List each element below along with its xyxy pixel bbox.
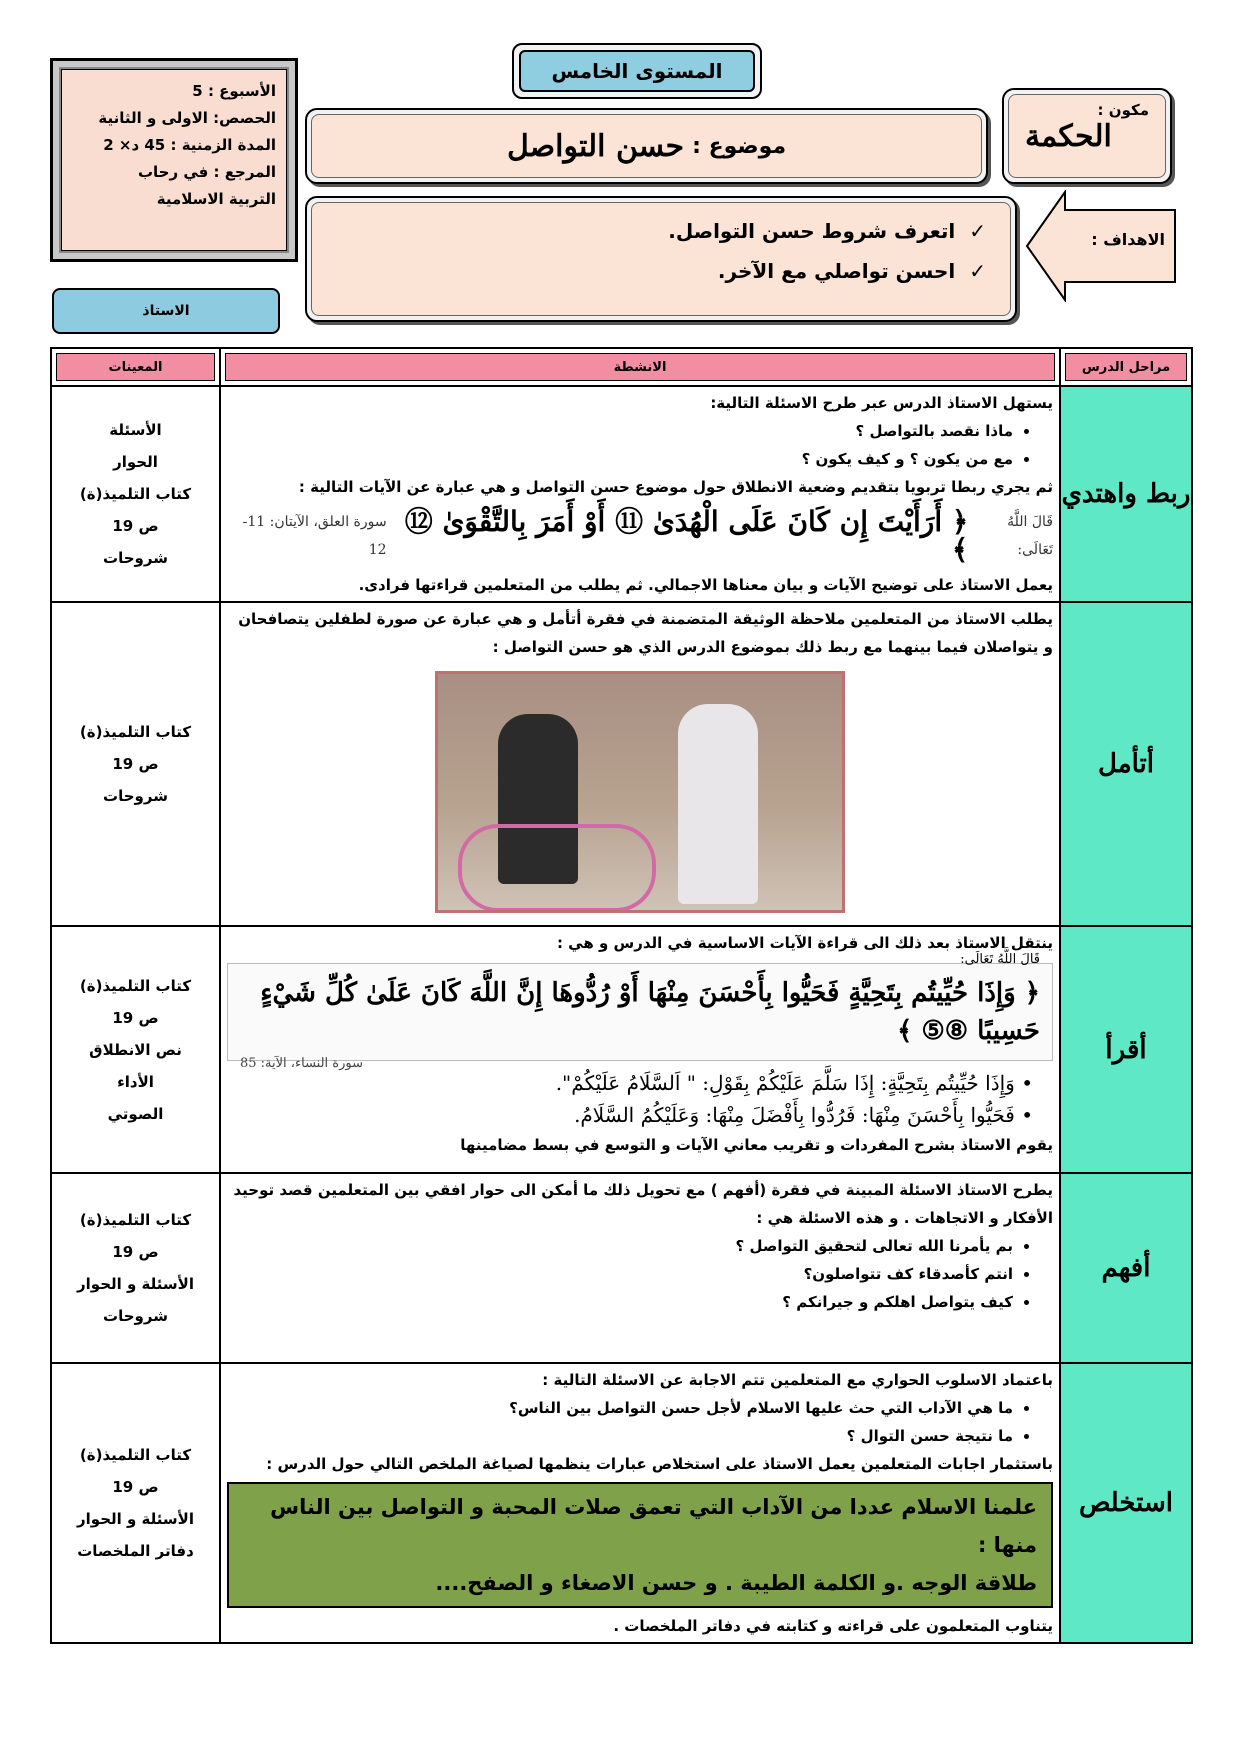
- topic-label: موضوع :: [692, 133, 787, 159]
- question-item: • ما هي الآداب التي حث عليها الاسلام لأجل حسن التواصل بين الناس؟: [227, 1394, 1013, 1422]
- lesson-info-box: [50, 58, 298, 262]
- aids-cell: كتاب التلميذ(ة) ص 19 الأسئلة و الحوار دفاتر الملخصات: [51, 1363, 220, 1643]
- question-item: • بم يأمرنا الله تعالى لتحقيق التواصل ؟: [227, 1232, 1013, 1260]
- activities-cell: يستهل الاستاذ الدرس عبر طرح الاسئلة التالية: • ماذا نقصد بالتواصل ؟ • مع من يكون ؟ و كيف يكون ؟ ثم يجري ربطا تربويا بتقديم وضعية الانطلاق حول موضوع حسن التواصل و هي عبارة عن الآيات التالية : قَالَ اللَّهُ تَعَالَى: ﴿ أَرَأَيْتَ إِن كَانَ عَلَى الْهُدَىٰ ⑪ أَوْ أَمَرَ بِالتَّقْوَىٰ ⑫ ﴾ سورة العلق، الآيتان: 11-12 يعمل الاستاذ على توضيح الآيات و بيان معناها الاجمالي. ثم يطلب من المتعلمين قراءتها فرادى.: [220, 386, 1060, 602]
- lesson-summary: علمنا الاسلام عددا من الآداب التي تعمق صلات المحبة و التواصل بين الناس منها : طلاقة الوجه .و الكلمة الطيبة . و حسن الاصغاء و الصفح....: [227, 1482, 1053, 1608]
- table-row: [51, 386, 1192, 602]
- goals-box: [305, 196, 1017, 322]
- check-icon: ✓: [969, 219, 986, 243]
- header-stages: مراحل الدرس: [1065, 353, 1187, 381]
- stage-cell: أفهم: [1060, 1173, 1192, 1363]
- component-label: مكون :: [1097, 101, 1149, 119]
- component-value: الحكمة: [1025, 119, 1112, 154]
- activities-cell: باعتماد الاسلوب الحواري مع المتعلمين تتم الاجابة عن الاسئلة التالية : • ما هي الآداب التي حث عليها الاسلام لأجل حسن التواصل بين الناس؟ • ما نتيجة حسن التوال ؟ باستثمار اجابات المتعلمين يعمل الاستاذ على استخلاص عبارات ينظمها لصياغة الملخص التالي حول الدرس : علمنا الاسلام عددا من الآداب التي تعمق صلات المحبة و التواصل بين الناس منها : طلاقة الوجه .و الكلمة الطيبة . و حسن الاصغاء و الصفح.... يتناوب المتعلمون على قراءته و كتابته في دفاتر الملخصات .: [220, 1363, 1060, 1643]
- aids-cell: كتاب التلميذ(ة) ص 19 نص الانطلاق الأداء الصوتي: [51, 926, 220, 1173]
- topic-box: [305, 108, 988, 184]
- check-icon: ✓: [969, 259, 986, 283]
- goal-item: ✓ اتعرف شروط حسن التواصل.: [668, 219, 986, 243]
- question-item: • ماذا نقصد بالتواصل ؟: [227, 417, 1013, 445]
- level-box: [512, 43, 762, 99]
- week: الأسبوع : 5: [192, 82, 276, 100]
- header-aids: المعينات: [56, 353, 215, 381]
- lesson-table: [50, 347, 1193, 1644]
- goals-label: الاهداف :: [1091, 230, 1165, 249]
- question-item: • ما نتيجة حسن التوال ؟: [227, 1422, 1013, 1450]
- reference-cont: التربية الاسلامية: [156, 190, 276, 208]
- topic-title: حسن التواصل: [506, 128, 685, 164]
- question-item: • مع من يكون ؟ و كيف يكون ؟: [227, 445, 1013, 473]
- component-box: [1002, 88, 1172, 184]
- activities-cell: يطلب الاستاذ من المتعلمين ملاحظة الوثيقة المتضمنة في فقرة أتأمل و هي عبارة عن صورة لطفلين يتصافحان و يتواصلان فيما بينهما مع ربط ذلك بموضوع الدرس الذي هو حسن التواصل :: [220, 602, 1060, 926]
- table-row: [51, 1173, 1192, 1363]
- aids-cell: كتاب التلميذ(ة) ص 19 الأسئلة و الحوار شروحات: [51, 1173, 220, 1363]
- children-handshake-image: [435, 671, 845, 913]
- question-item: • كيف يتواصل اهلكم و جيرانكم ؟: [227, 1288, 1013, 1316]
- reference: المرجع : في رحاب: [137, 163, 276, 181]
- activities-cell: يطرح الاستاذ الاسئلة المبينة في فقرة (أفهم ) مع تحويل ذلك ما أمكن الى حوار افقي بين المتعلمين قصد توحيد الأفكار و الاتجاهات . و هذه الاسئلة هي : • بم يأمرنا الله تعالى لتحقيق التواصل ؟ • انتم كأصدقاء كف تتواصلون؟ • كيف يتواصل اهلكم و جيرانكم ؟: [220, 1173, 1060, 1363]
- stage-cell: ربط واهتدي: [1060, 386, 1192, 602]
- stage-cell: أتأمل: [1060, 602, 1192, 926]
- aids-cell: الأسئلة الحوار كتاب التلميذ(ة) ص 19 شروحات: [51, 386, 220, 602]
- verse-block: قَالَ اللَّهُ تَعَالَى: ﴿ أَرَأَيْتَ إِن كَانَ عَلَى الْهُدَىٰ ⑪ أَوْ أَمَرَ بِالتَّقْوَىٰ ⑫ ﴾ سورة العلق، الآيتان: 11-12: [242, 505, 1053, 566]
- teacher-label: الاستاذ: [52, 288, 280, 334]
- duration: المدة الزمنية : 45 د× 2: [103, 136, 276, 154]
- quran-verse-block: قَالَ اللَّهُ تَعَالَى: ﴿ وَإِذَا حُيِّيتُم بِتَحِيَّةٍ فَحَيُّوا بِأَحْسَنَ مِنْهَا أَوْ رُدُّوهَا إِنَّ اللَّهَ كَانَ عَلَىٰ كُلِّ شَيْءٍ حَسِيبًا ⑧⑤ ﴾ سورة النساء، الآية: 85: [227, 963, 1053, 1061]
- sessions: الحصص: الاولى و الثانية: [98, 109, 276, 127]
- activities-cell: ينتقل الاستاذ بعد ذلك الى قراءة الآيات الاساسية في الدرس و هي : قَالَ اللَّهُ تَعَالَى: ﴿ وَإِذَا حُيِّيتُم بِتَحِيَّةٍ فَحَيُّوا بِأَحْسَنَ مِنْهَا أَوْ رُدُّوهَا إِنَّ اللَّهَ كَانَ عَلَىٰ كُلِّ شَيْءٍ حَسِيبًا ⑧⑤ ﴾ سورة النساء، الآية: 85 • وَإِذَا حُيِّيتُم بِتَحِيَّةٍ: إِذَا سَلَّمَ عَلَيْكُمْ بِقَوْلِ: " اَلسَّلَامُ عَلَيْكُمْ". • فَحَيُّوا بِأَحْسَنَ مِنْهَا: فَرُدُّوا بِأَفْضَلَ مِنْهَا: وَعَلَيْكُمُ السَّلَامُ. يقوم الاستاذ بشرح المفردات و تقريب معاني الآيات و التوسع في بسط مضامينها: [220, 926, 1060, 1173]
- question-item: • انتم كأصدقاء كف تتواصلون؟: [227, 1260, 1013, 1288]
- table-header: [51, 348, 1192, 386]
- stage-cell: استخلص: [1060, 1363, 1192, 1643]
- aids-cell: كتاب التلميذ(ة) ص 19 شروحات: [51, 602, 220, 926]
- table-row: [51, 602, 1192, 926]
- stage-cell: أقرأ: [1060, 926, 1192, 1173]
- table-row: [51, 1363, 1192, 1643]
- header-activities: الانشطة: [225, 353, 1055, 381]
- goal-item: ✓ احسن تواصلي مع الآخر.: [717, 259, 986, 283]
- goals-arrow: [1025, 190, 1177, 302]
- level-title: المستوى الخامس: [519, 50, 755, 92]
- table-row: [51, 926, 1192, 1173]
